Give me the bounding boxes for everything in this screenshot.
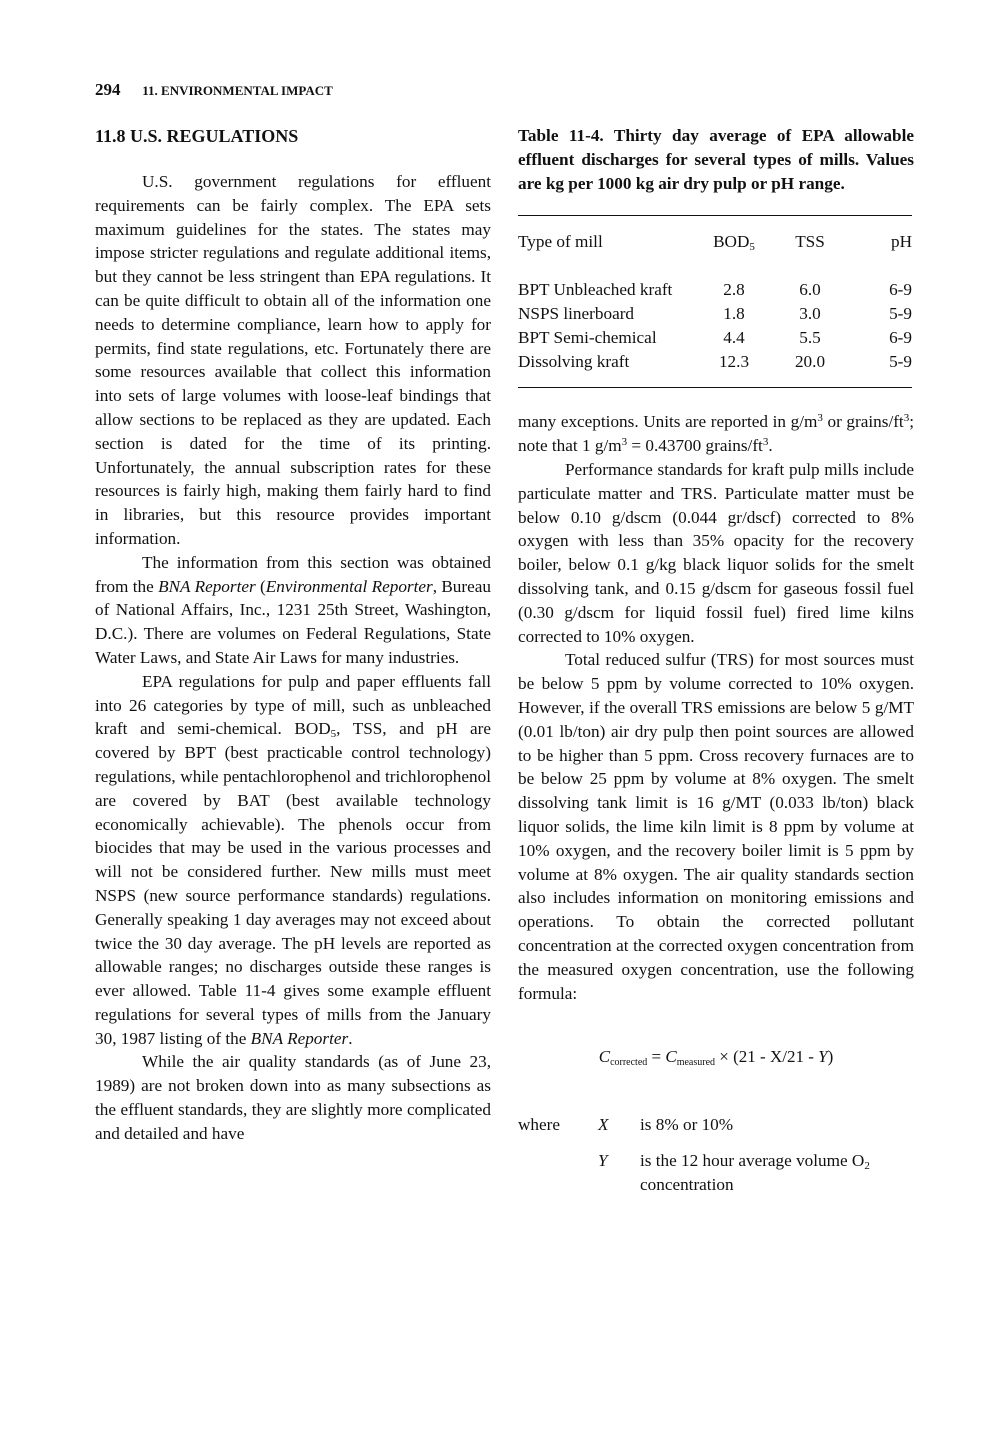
paragraph-epa-regulations: EPA regulations for pulp and paper effluents fall into 26 categories by type of mill, such as unbleached kraft and semi-chemical. $BOD_5$, TSS, and pH are covered by BPT (best practicable control technology) regulations, while pentachlorophenol and trichlorophenol are covered by BAT (best available technology economically achievable). The phenols occur from biocides that may be used in the various processes and will not be considered further. New mills must meet NSPS (new source performance standards) regulations. Generally speaking 1 day averages may not exceed about twice the 30 day average. The pH levels are reported as allowable ranges; no discharges outside these ranges is ever allowed. Table 11-4 gives some example effluent regulations for several types of mills from the January 30, 1987 listing of the BNA Reporter.	[95, 671, 492, 1048]
section-heading: 11.8 U.S. REGULATIONS	[95, 126, 299, 146]
variable-x-desc: is 8% or 10%	[640, 1115, 734, 1135]
citation-bna-reporter: BNA Reporter	[250, 1028, 349, 1048]
chapter-title: 11. ENVIRONMENTAL IMPACT	[142, 83, 333, 98]
paragraph-intro: U.S. government regulations for effluent requirements can be fairly complex. The EPA sets maximum guidelines for the states. The states may impose stricter regulations and regulate additional items, but they cannot be less stringent than EPA regulations. It can be quite difficult to obtain all of the information one needs to determine compliance, learn how to apply for permits, find state regulations, etc. Fortunately there are some resources available that collect this information into sets of large volumes with loose-leaf bindings that allow sections to be replaced as they are updated. Each section is dated for the time of its printing. Unfortunately, the annual subscription rates for these resources is fairly high, making them fairly hard to find in libraries, but this resource provides important information.	[95, 172, 491, 548]
citation-bna-reporter: BNA Reporter	[158, 576, 256, 596]
paragraph-units: many exceptions. Units are reported in $g/m^3$ or grains/$ft^3$; note that 1 $g/m^3 = 0.43700$ grains/$ft^3$.	[518, 412, 914, 456]
effluent-table	[518, 215, 912, 388]
header-ph: pH	[890, 232, 912, 252]
header-bod: $BOD_5$	[713, 232, 755, 254]
table-row: NSPS linerboard 1.8 3.0 5-9	[518, 303, 912, 323]
formula-corrected-concentration: Ccorrected = Cmeasured × (21 - X/21 - Y)	[598, 1047, 834, 1069]
table-row: BPT Semi-chemical 4.4 5.5 6-9	[518, 327, 912, 347]
paragraph-air-quality: While the air quality standards (as of June 23, 1989) are not broken down into as many subsections as the effluent standards, they are slightly more complicated and detailed and have	[95, 1052, 491, 1143]
left-column	[95, 120, 491, 1146]
table-row: BPT Unbleached kraft 2.8 6.0 6-9	[518, 280, 912, 300]
formula-where-list	[518, 1113, 914, 1196]
citation-environmental-reporter: Environmental Reporter	[265, 576, 433, 596]
table-body	[518, 278, 912, 387]
table-caption: Table 11-4. Thirty day average of EPA allowable effluent discharges for several types of mills. Values are kg per 1000 kg air dry pulp or pH range.	[518, 126, 914, 193]
variable-y: Y	[598, 1150, 608, 1170]
header-tss: TSS	[795, 232, 825, 252]
right-column	[518, 120, 914, 1196]
table-row: Dissolving kraft 12.3 20.0 5-9	[518, 351, 912, 371]
variable-y-desc: is the 12 hour average volume $O_2$ concentration	[640, 1150, 870, 1194]
running-head	[95, 80, 333, 100]
where-label: where	[518, 1115, 560, 1135]
table-header-row	[518, 216, 912, 278]
variable-x: X	[598, 1115, 609, 1135]
paragraph-performance-standards: Performance standards for kraft pulp mills include particulate matter and TRS. Particulate matter must be below 0.10 g/dscm (0.044 gr/dscf) corrected to 8% oxygen with less than 35% opacity for the recovery boiler, below 0.1 g/kg black liquor solids for the smelt dissolving tank, and 0.15 g/dscm for gaseous fossil fuel (0.30 g/dscm for liquid fossil fuel) fired lime kilns corrected to 10% oxygen.	[518, 459, 914, 646]
paragraph-trs: Total reduced sulfur (TRS) for most sources must be below 5 ppm by volume corrected to 10% oxygen. However, if the overall TRS emissions are below 5 g/MT (0.01 lb/ton) air dry pulp then point sources are allowed to be higher than 5 ppm. Cross recovery furnaces are to be below 25 ppm by volume at 8% oxygen. The smelt dissolving tank limit is 16 g/MT (0.033 lb/ton) black liquor solids, the lime kiln limit is 8 ppm by volume at 10% oxygen, and the recovery boiler limit is 5 ppm by volume at 8% oxygen. The air quality standards section also includes information on monitoring emissions and operations. To obtain the corrected pollutant concentration at the corrected oxygen concentration from the measured oxygen concentration, use the following formula:	[518, 650, 914, 1003]
page-number: 294	[95, 80, 121, 99]
paragraph-source: The information from this section was obtained from the BNA Reporter (Environmental Reporter, Bureau of National Affairs, Inc., 1231 25th Street, Washington, D.C.). There are volumes on Federal Regulations, State Water Laws, and State Air Laws for many industries.	[95, 552, 491, 667]
header-type: Type of mill	[518, 232, 603, 252]
